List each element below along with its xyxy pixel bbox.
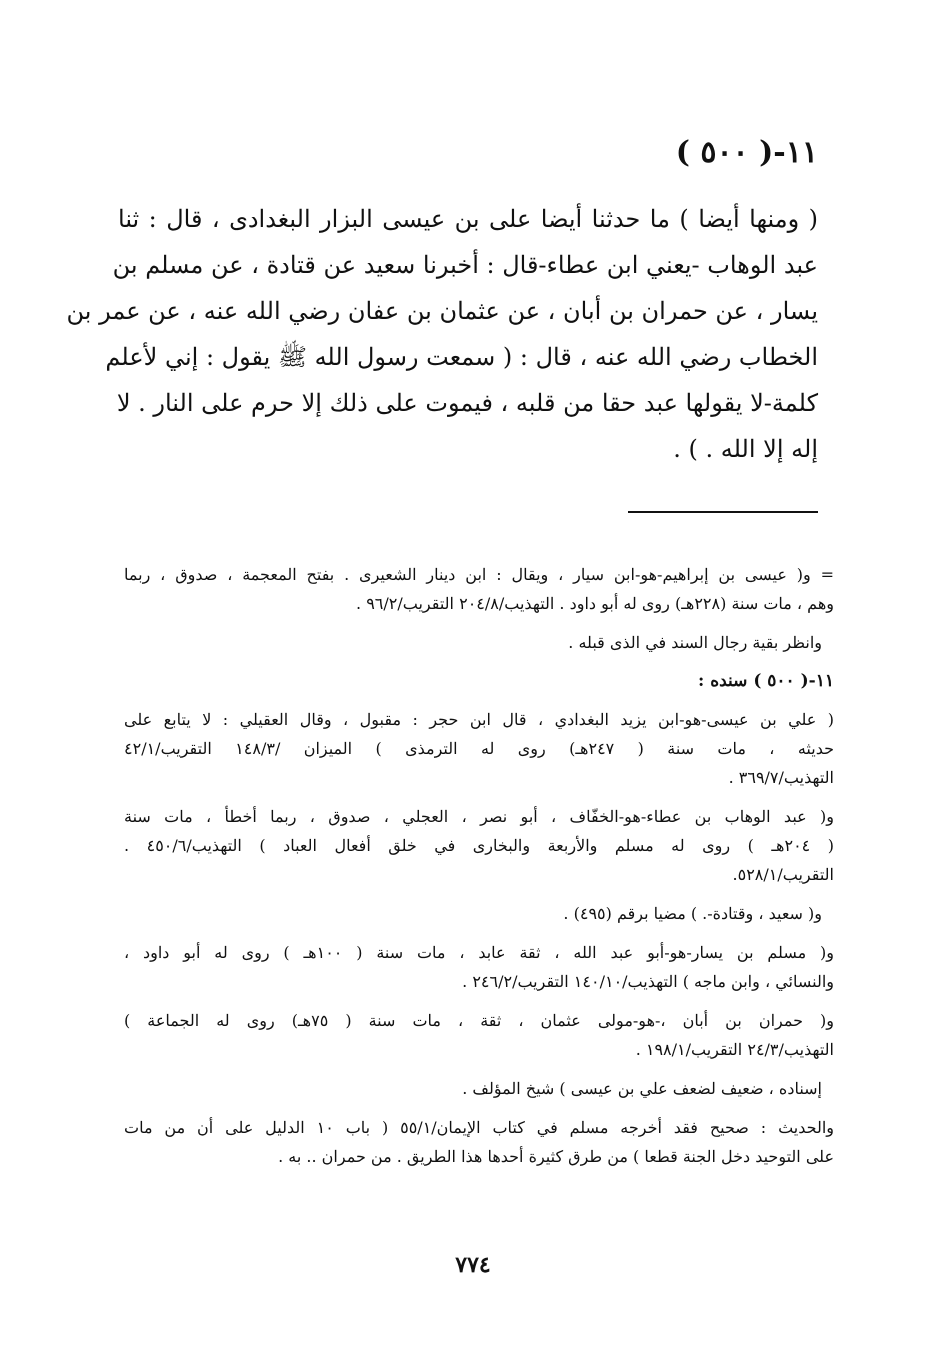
footnote-line: والنسائي ، وابن ماجه ) التهذيب/١٤٠/١٠ التقريب/٢٤٦/٢ . <box>462 972 834 991</box>
footnotes <box>124 560 834 1181</box>
footnote-line: على التوحيد دخل الجنة قطعا ) من طرق كثيرة أحدها هذا الطريق . من حمران .. به . <box>278 1147 834 1166</box>
footnote-separator <box>628 511 818 513</box>
footnote-line: و( مسلم بن يسار-هو-أبو عبد الله ، ثقة عابد ، مات سنة ( ١٠٠هـ ) روى له أبو داود ، <box>124 943 834 962</box>
footnote-line: حديثه ، مات سنة ( ٢٤٧هـ) روى له الترمذى ) الميزان /١٤٨/٣ التقريب/٤٢/١ <box>124 739 834 758</box>
hadith-line: كلمة-لا يقولها عبد حقا من قلبه ، فيموت على ذلك إلا حرم على النار . لا <box>116 389 818 417</box>
hadith-grade <box>124 1113 834 1171</box>
footnote-line: إسناده ، ضعيف لضعف علي بن عيسى ) شيخ المؤلف . <box>462 1079 822 1098</box>
footnote-line: ( ٢٠٤هـ ) روى له مسلم والأربعة والبخارى في خلق أفعال العباد ) التهذيب/٤٥٠/٦ . <box>124 836 834 855</box>
hadith-line: إله إلا الله . ) . <box>673 435 818 463</box>
footnote-line: وانظر بقية رجال السند في الذى قبله . <box>568 633 822 652</box>
hadith-number-heading: ١١-( ٥٠٠ ) <box>675 135 818 170</box>
footnote-line: و( سعيد ، وقتادة-. ) مضيا برقم (٤٩٥) . <box>563 904 822 923</box>
narrator-note <box>124 1006 834 1064</box>
hadith-line: يسار ، عن حمران بن أبان ، عن عثمان بن عفان رضي الله عنه ، عن عمر بن <box>66 297 818 325</box>
footnote-continuation <box>124 560 834 618</box>
narrator-note <box>124 938 834 996</box>
footnote-line: و( حمران بن أبان ،-هو-مولى عثمان ، ثقة ، مات سنة ( ٧٥هـ) روى له الجماعة ) <box>124 1011 834 1030</box>
footnote-line: التهذيب/٢٤/٣ التقريب/١٩٨/١ . <box>635 1040 834 1059</box>
footnote-see-also <box>124 628 834 657</box>
footnote-line: والحديث : صحيح فقد أخرجه مسلم في كتاب الإيمان/٥٥/١ ( باب ١٠ الدليل على أن من مات <box>124 1118 834 1137</box>
narrator-note <box>124 802 834 889</box>
sanad-heading: ١١-( ٥٠٠ ) سنده : <box>698 671 834 691</box>
page-number: ٧٧٤ <box>455 1252 491 1278</box>
footnote-line: = و( عيسى بن إبراهيم-هو-ابن سيار ، ويقال : ابن دينار الشعيرى . بفتح المعجمة ، صدوق ، ربما <box>124 565 834 584</box>
footnote-line: التقريب/٥٢٨/١. <box>732 865 834 884</box>
hadith-line: ( ومنها أيضا ) ما حدثنا أيضا على بن عيسى البزار البغدادى ، قال : ثنا <box>118 205 818 233</box>
footnote-line: و( عبد الوهاب بن عطاء-هو-الخفّاف ، أبو نصر ، العجلي ، صدوق ، ربما أخطأ ، مات سنة <box>124 807 834 826</box>
isnad-grade <box>124 1074 834 1103</box>
hadith-line: عبد الوهاب -يعني ابن عطاء-قال : أخبرنا سعيد عن قتادة ، عن مسلم بن <box>112 251 818 279</box>
footnote-line: التهذيب/٣٦٩/٧ . <box>728 768 834 787</box>
narrator-note <box>124 899 834 928</box>
footnote-line: ( علي بن عيسى-هو-ابن يزيد البغدادي ، قال ابن حجر : مقبول ، وقال العقيلي : لا يتابع على <box>124 710 834 729</box>
footnote-line: وهم ، مات سنة (٢٢٨هـ) روى له أبو داود . التهذيب/٢٠٤/٨ التقريب/٩٦/٢ . <box>356 594 834 613</box>
hadith-line: الخطاب رضي الله عنه ، قال : ( سمعت رسول الله ﷺ يقول : إني لأعلم <box>105 343 818 371</box>
narrator-note <box>124 705 834 792</box>
hadith-text <box>66 196 818 472</box>
